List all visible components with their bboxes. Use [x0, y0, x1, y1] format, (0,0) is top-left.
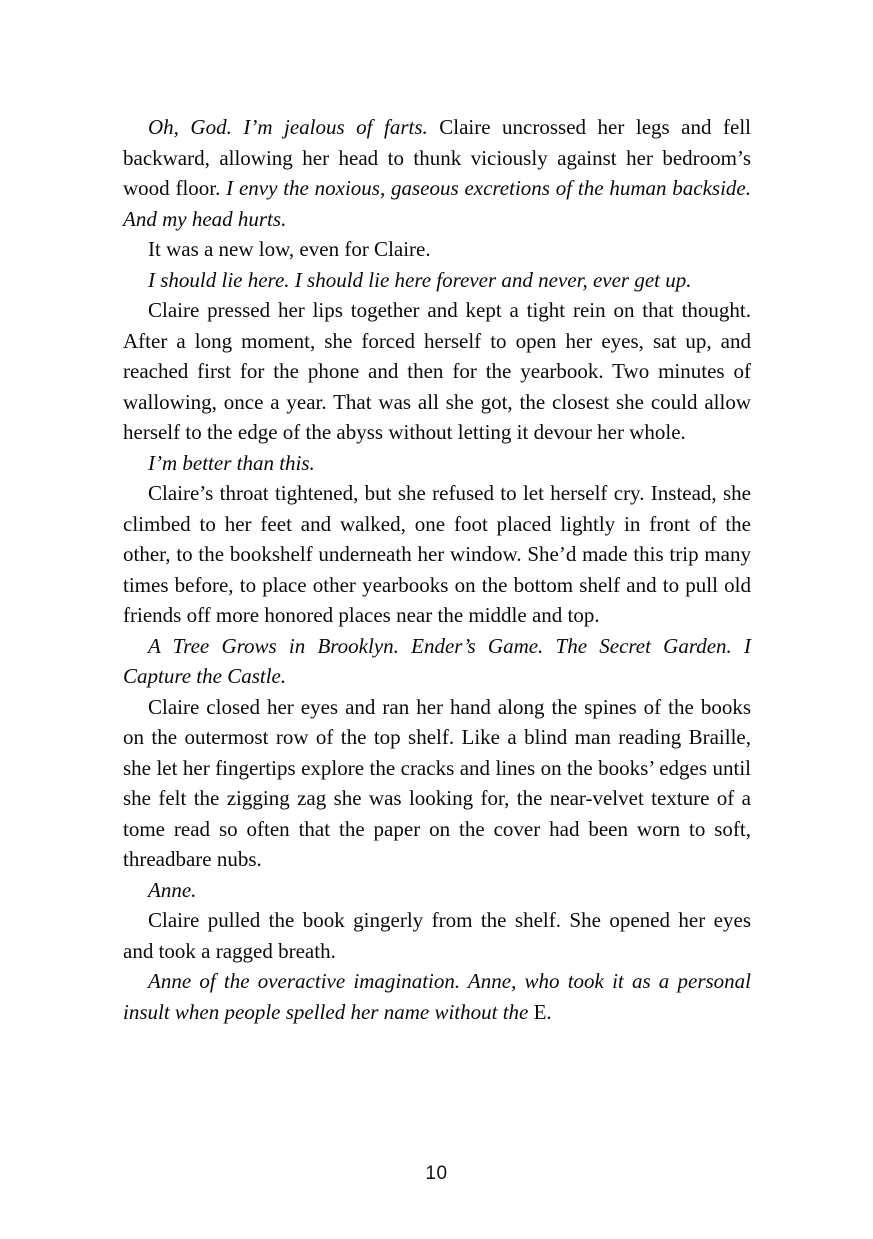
- italic-run: Oh, God. I’m jealous of farts.: [148, 115, 428, 139]
- roman-run: Claire pulled the book gingerly from the shelf. She opened her eyes and took a ragged breath.: [123, 908, 751, 963]
- paragraph: [123, 631, 751, 692]
- italic-run: I’m better than this.: [148, 450, 315, 475]
- page-text-block: [123, 112, 751, 1027]
- paragraph: [123, 112, 751, 234]
- paragraph: [123, 692, 751, 875]
- italic-run: Anne of the overactive imagination. Anne, who took it as a personal insult when people spelled her name without the: [123, 969, 751, 1024]
- italic-run: I envy the noxious, gaseous excretions of the human backside. And my head hurts.: [123, 176, 751, 231]
- paragraph: [123, 448, 751, 479]
- roman-run: Claire pressed her lips together and kept a tight rein on that thought. After a long moment, she forced herself to open her eyes, sat up, and reached first for the phone and then for the yearbook. Two minutes of wallowing, once a year. That was all she got, the closest she could allow herself to the edge of the abyss without letting it devour her whole.: [123, 298, 751, 444]
- italic-run: I should lie here. I should lie here forever and never, ever get up.: [148, 267, 692, 292]
- roman-run: Claire uncrossed her legs and fell backward, allowing her head to thunk viciously against her bedroom’s wood floor.: [123, 115, 751, 200]
- italic-run: Anne.: [148, 877, 197, 902]
- paragraph: [123, 265, 751, 296]
- paragraph: [123, 295, 751, 448]
- paragraph: [123, 966, 751, 1027]
- page-number: 10: [425, 1163, 448, 1184]
- roman-run: Claire closed her eyes and ran her hand along the spines of the books on the outermost row of the top shelf. Like a blind man reading Braille, she let her fingertips explore the cracks and lines on the books’ edges until she felt the zigging zag she was looking for, the near-velvet texture of a tome read so often that the paper on the cover had been worn to soft, threadbare nubs.: [123, 694, 751, 871]
- paragraph: [123, 234, 751, 265]
- paragraph: [123, 875, 751, 906]
- roman-run: E.: [533, 999, 552, 1024]
- roman-run: It was a new low, even for Claire.: [148, 237, 431, 261]
- roman-run: Claire’s throat tightened, but she refused to let herself cry. Instead, she climbed to her feet and walked, one foot placed lightly in front of the other, to the bookshelf underneath her window. She’d made this trip many times before, to place other yearbooks on the bottom shelf and to pull old friends off more honored places near the middle and top.: [123, 481, 751, 627]
- italic-run: A Tree Grows in Brooklyn. Ender’s Game. The Secret Garden. I Capture the Castle.: [123, 633, 751, 688]
- paragraph: [123, 478, 751, 631]
- paragraph: [123, 905, 751, 966]
